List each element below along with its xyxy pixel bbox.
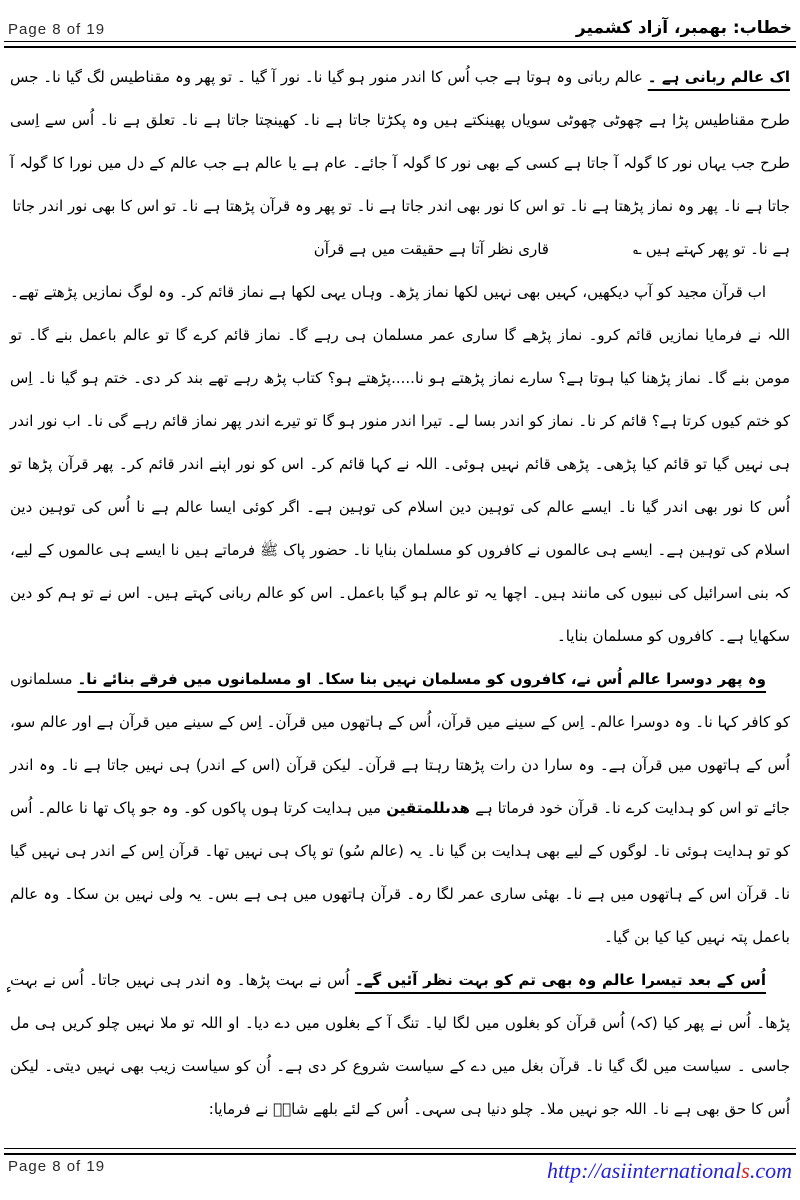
paragraph-4 [10,959,790,1131]
document-body [0,48,800,1131]
paragraph-3 [10,658,790,959]
verse-line [10,228,790,271]
paragraph-2: اب قرآن مجید کو آپ دیکھیں، کہیں بھی نہیں لکھا نماز پڑھ۔ وہاں یہی لکھا ہے نماز قائم کر۔ وہ لوگ نمازیں پڑھتے تھے۔ اللہ نے فرمایا نمازیں قائم کرو۔ نماز پڑھے گا ساری عمر مسلمان ہی رہے گا۔ نماز قائم کرے گا تو عالم باعمل بنے گا۔ تو مومن بنے گا۔ نماز پڑھنا کیا ہوتا ہے؟ سارے نماز پڑھتے ہو نا.....پڑھتے ہو؟ کتاب پڑھ رہے تھے بند کر دی۔ ختم ہو گیا نا۔ اِس کو ختم کیوں کرتا ہے؟ قائم کر نا۔ نماز کو اندر بسا لے۔ تیرا اندر منور ہو گا تو تیرے اندر پھر نماز قائم رہے گی نا۔ اب نور اندر ہی نہیں گیا تو قائم کیا پڑھی۔ پڑھی قائم نہیں ہوئی۔ اللہ نے کہا قائم کر۔ اس کو نور اپنے اندر قائم کر۔ پھر قرآن پڑھا تو اُس کا نور بھی اندر گیا نا۔ ایسے عالم کی توہین دین اسلام کی توہین ہے۔ اگر کوئی ایسا عالم ہے نا اُس کی توہین دین اسلام کی توہین ہے۔ ایسے ہی عالموں نے کافروں کو مسلمان بنایا نا۔ حضور پاک ﷺ فرماتے ہیں نا ایسے ہی عالموں کے لیے، کہ بنی اسرائیل کی نبیوں کی مانند ہیں۔ اچھا یہ تو عالم ہو گیا باعمل۔ اس کو عالم ربانی کہتے ہیں۔ اس نے تو ہم کو دین سکھایا ہے۔ کافروں کو مسلمان بنایا۔ [10,283,790,645]
verse-intro: ہے نا۔ تو پھر کہتے ہیں؎ [632,240,790,258]
url-main: http://asiinternational [546,1158,742,1183]
paragraph-4-text: اُس نے بہت پڑھا۔ وہ اندر ہی نہیں جاتا۔ اُس نے بہت پڑھا۔ اُس نے پھر کیا (کہ) اُس قرآن کو بغلوں میں لگا لیا۔ تنگ آ کے بغلوں میں دے دیا۔ او اللہ تو ملا نہیں چلو کریں ہی مل جاسی ۔ سیاست میں لگ گیا نا۔ قرآن بغل میں دے کے سیاست شروع کر دی ہے۔ اُن کو سیاست زیب بھی نہیں دیتی۔ لیکن اُس کا حق بھی ہے نا۔ اللہ جو نہیں ملا۔ چلو دنیا ہی سہی۔ اُس کے لئے بلھے شاہؒ نے فرمایا: [10,971,790,1118]
poetry-mark-icon: ؎ [632,240,642,258]
url-tld: .com [749,1158,792,1183]
footer-page-number: Page 8 of 19 [8,1158,106,1175]
page-footer [8,1158,792,1184]
heading-third-scholar: اُس کے بعد تیسرا عالم وہ بھی تم کو بہت نظر آئیں گے۔ [354,971,766,989]
paragraph-3-text-b: میں ہدایت کرتا ہوں پاکوں کو۔ وہ جو پاک تھا نا عالم۔ اُس کو تو ہدایت ہوئی نا۔ لوگوں کے لیے بھی ہدایت بن گیا نا۔ یہ (عالم سُو) تو پاک ہی نہیں تھا۔ قرآن اِس کے اندر ہی نہیں گیا نا۔ قرآن اس کے ہاتھوں میں ہے نا۔ بھئی ساری عمر لگا رہ۔ قرآن ہاتھوں میں ہی ہے بس۔ یہ ولی نہیں بن سکا۔ وہ عالم باعمل پتہ نہیں کیا کیا بن گیا۔ [10,799,790,946]
heading-first-scholar: اک عالم ربانی ہے ۔ [647,68,790,86]
paragraph-3-text-a: مسلمانوں کو کافر کہا نا۔ وہ دوسرا عالم۔ اِس کے سینے میں قرآن، اُس کے ہاتھوں میں قرآن۔ اِس کے سینے میں قرآن ہے اور عالم سو، اُس کے ہاتھوں میں قرآن ہے۔ وہ سارا دن رات پڑھتا رہتا ہے قرآن۔ لیکن قرآن (اس کے اندر) ہی نہیں جاتا ہے نا۔ وہ اندر جائے تو اس کو ہدایت کرے نا۔ قرآن خود فرماتا ہے [10,670,791,817]
url-letter-s: s [741,1158,750,1183]
website-link[interactable] [547,1158,792,1184]
header-rule [4,41,796,48]
verse-text: قاری نظر آتا ہے حقیقت میں ہے قرآن [313,240,549,258]
footer-rule [4,1148,796,1155]
arabic-quote-hudan-lil-muttaqin: ھدىللمتقین [381,799,476,817]
paragraph-1-text: عالم ربانی وہ ہوتا ہے جب اُس کا اندر منور ہو گیا نا۔ نور آ گیا ۔ تو پھر وہ مقناطیس لگ گیا نا۔ جس طرح مقناطیس پڑا ہے چھوٹی چھوٹی سویاں پھینکتے ہیں وہ پکڑتا جاتا ہے نا۔ کھینچتا جاتا ہے نا۔ تعلق ہے نا۔ اُس سے اِسی طرح جب یہاں نور کا گولہ آ جاتا ہے کسی کے بھی نور کا گولہ آ جائے۔ عام ہے یا عالم ہے جب عالم کے دل میں نورا کا گولہ آ جاتا ہے نا۔ پھر وہ نماز پڑھتا ہے نا۔ تو اس کا نور بھی اندر جاتا ہے نا۔ تو پھر وہ قرآن پڑھتا ہے نا۔ تو اس کا بھی نور اندر جاتا [10,68,790,215]
paragraph-1 [10,56,790,228]
header-page-number: Page 8 of 19 [8,21,106,38]
page-header [0,0,800,38]
heading-second-scholar: وہ پھر دوسرا عالم اُس نے، کافروں کو مسلمان نہیں بنا سکا۔ او مسلمانوں میں فرقے بنائے نا۔ [77,670,766,688]
header-title-urdu: خطاب: بھمبر، آزاد کشمیر [575,18,792,38]
stray-mark: ء [6,982,12,996]
